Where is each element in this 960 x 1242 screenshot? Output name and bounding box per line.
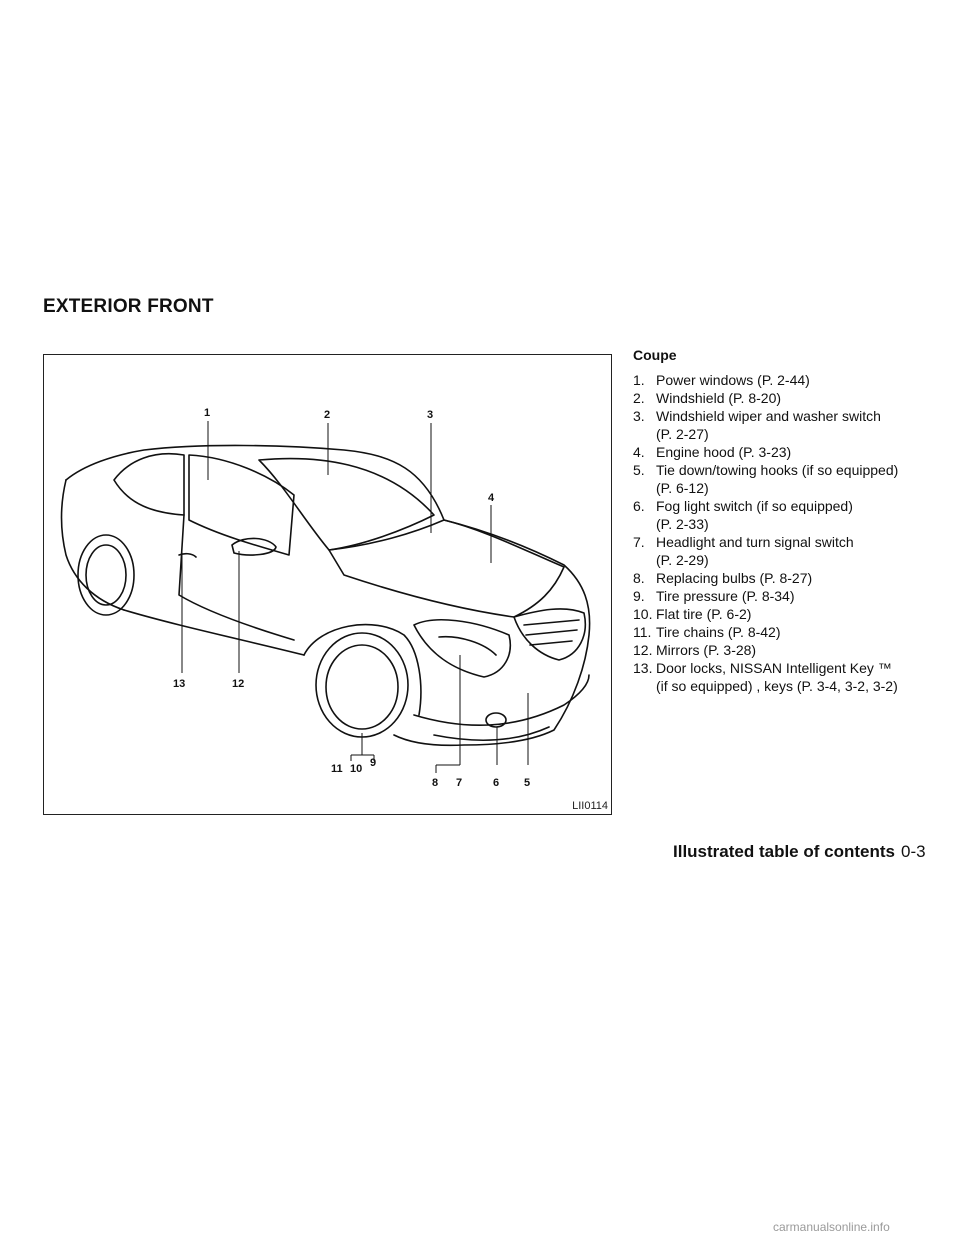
legend-item xyxy=(633,605,943,623)
legend-item-number: 12. xyxy=(633,642,653,658)
callout-10: 10 xyxy=(350,763,363,775)
callout-3: 3 xyxy=(427,409,434,421)
legend-item xyxy=(633,407,943,443)
legend-item-number: 11. xyxy=(633,624,652,640)
callout-13: 13 xyxy=(173,678,186,690)
legend-item xyxy=(633,497,943,533)
section-title: EXTERIOR FRONT xyxy=(43,296,214,317)
callout-11: 11 xyxy=(331,763,343,775)
watermark: carmanualsonline.info xyxy=(773,1220,890,1234)
legend-item-continuation: (P. 6-12) xyxy=(656,480,709,496)
legend-item xyxy=(633,461,943,497)
legend-item-number: 10. xyxy=(633,606,653,622)
legend-item-continuation: (P. 2-27) xyxy=(656,426,709,442)
legend-item xyxy=(633,533,943,569)
legend-item-text: Fog light switch (if so equipped) xyxy=(656,498,853,514)
legend-item xyxy=(633,623,943,641)
callout-7: 7 xyxy=(456,777,463,789)
car-illustration xyxy=(44,355,610,813)
legend-item-text: Windshield wiper and washer switch xyxy=(656,408,881,424)
legend-item-number: 13. xyxy=(633,660,653,676)
legend-item xyxy=(633,569,943,587)
legend-item-text: Mirrors (P. 3-28) xyxy=(656,642,757,658)
legend-item xyxy=(633,443,943,461)
legend-heading: Coupe xyxy=(633,347,677,363)
callout-8: 8 xyxy=(432,777,439,789)
callout-2: 2 xyxy=(324,409,331,421)
legend-item-continuation: (P. 2-33) xyxy=(656,516,709,532)
callout-4: 4 xyxy=(488,492,495,504)
legend-item-number: 9. xyxy=(633,588,645,604)
legend-item-number: 3. xyxy=(633,408,645,424)
legend-item xyxy=(633,641,943,659)
legend-item-number: 6. xyxy=(633,498,645,514)
callout-9: 9 xyxy=(370,757,377,769)
legend-item-text: Engine hood (P. 3-23) xyxy=(656,444,792,460)
callout-1: 1 xyxy=(204,407,211,419)
legend-item-number: 1. xyxy=(633,372,645,388)
legend-item-number: 7. xyxy=(633,534,645,550)
callout-12: 12 xyxy=(232,678,245,690)
page-footer xyxy=(673,842,926,862)
legend-item-continuation: (if so equipped) , keys (P. 3-4, 3-2, 3-2) xyxy=(656,678,898,694)
callout-6: 6 xyxy=(493,777,500,789)
legend-item-number: 8. xyxy=(633,570,645,586)
legend-item-text: Power windows (P. 2-44) xyxy=(656,372,810,388)
callout-5: 5 xyxy=(524,777,531,789)
legend-item xyxy=(633,371,943,389)
figure-code: LII0114 xyxy=(572,800,608,812)
legend-item-text: Flat tire (P. 6-2) xyxy=(656,606,752,622)
legend-item-number: 2. xyxy=(633,390,645,406)
legend-item-text: Headlight and turn signal switch xyxy=(656,534,854,550)
legend-item-text: Door locks, NISSAN Intelligent Key ™ xyxy=(656,660,892,676)
legend-item-text: Tire chains (P. 8-42) xyxy=(656,624,781,640)
legend-item xyxy=(633,389,943,407)
figure-legend xyxy=(633,346,943,695)
legend-item-text: Tie down/towing hooks (if so equipped) xyxy=(656,462,899,478)
legend-item-number: 4. xyxy=(633,444,645,460)
legend-item xyxy=(633,587,943,605)
car-exterior-figure xyxy=(43,354,612,815)
footer-section-label: Illustrated table of contents xyxy=(673,842,895,861)
legend-item-number: 5. xyxy=(633,462,645,478)
legend-item-text: Windshield (P. 8-20) xyxy=(656,390,782,406)
legend-item-text: Tire pressure (P. 8-34) xyxy=(656,588,795,604)
legend-item-continuation: (P. 2-29) xyxy=(656,552,709,568)
legend-item xyxy=(633,659,943,695)
legend-item-text: Replacing bulbs (P. 8-27) xyxy=(656,570,813,586)
page-number: 0-3 xyxy=(900,842,926,861)
